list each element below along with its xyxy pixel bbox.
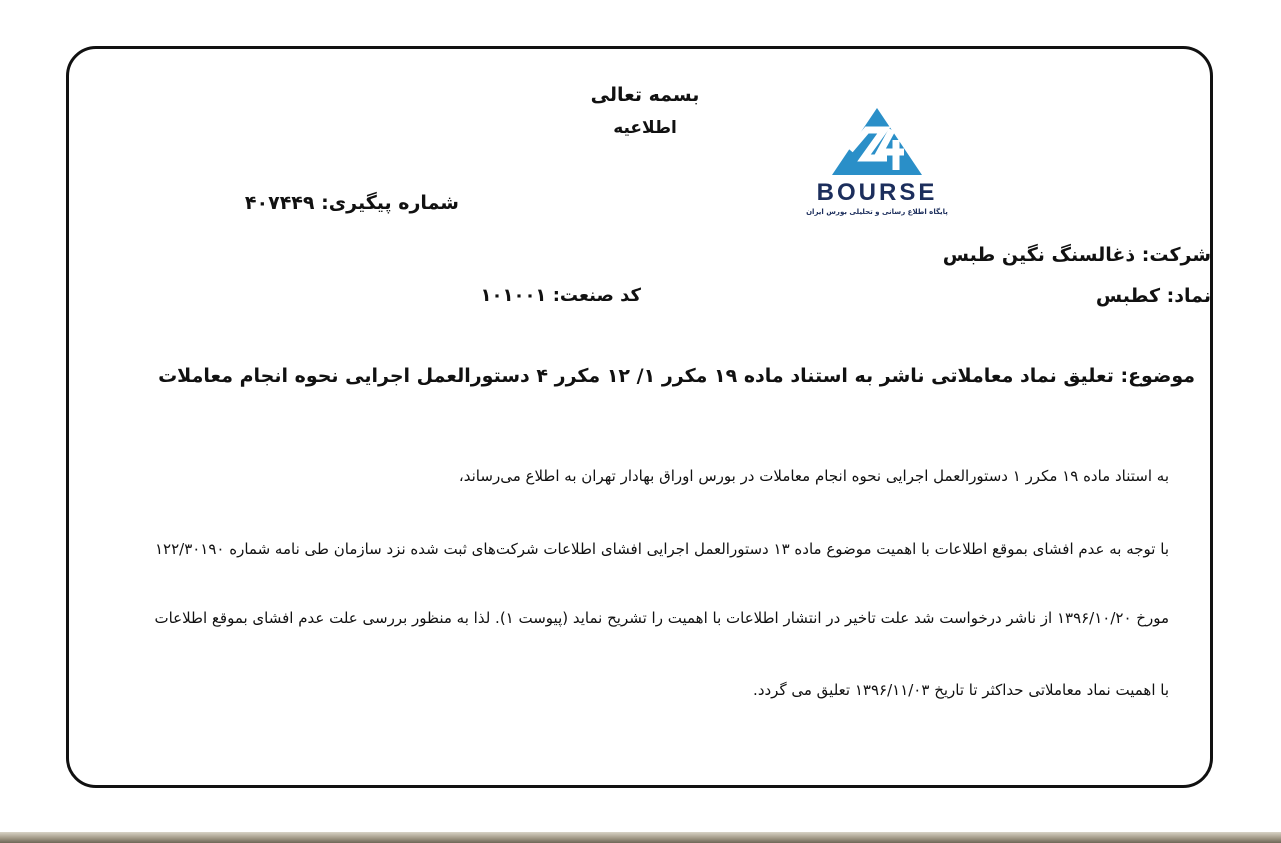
bourse24-logo-icon [792,90,962,230]
industry-code-label: کد صنعت: [552,285,641,306]
tracking-number [245,192,459,214]
bottom-strip [0,832,1281,843]
tracking-label: شماره پیگیری: [321,192,459,214]
announcement-title: اطلاعیه [613,118,677,138]
symbol-line [1096,285,1211,307]
bourse24-logo [792,90,962,230]
document-frame [66,46,1213,788]
body-line: با توجه به عدم افشای بموقع اطلاعات با اهمیت موضوع ماده ۱۳ دستورالعمل اجرایی افشای اطلاعات شرکت‌های ثبت شده نزد سازمان طی نامه شماره ۱۲۲/۳۰۱۹۰ [154,540,1169,558]
tracking-value: ۴۰۷۴۴۹ [244,192,315,214]
basmala-heading: بسمه تعالی [590,84,700,106]
subject-text: تعلیق نماد معاملاتی ناشر به استناد ماده ۱۹ مکرر ۱/ ۱۲ مکرر ۴ دستورالعمل اجرایی نحوه انجام معاملات [158,365,1114,387]
symbol-label: نماد: [1166,285,1211,307]
industry-code-line [481,285,642,306]
symbol-value: کطبس [1095,285,1161,307]
logo-brand-text: BOURSE [816,179,938,206]
company-line [943,244,1211,266]
logo-tagline: پایگاه اطلاع رسانی و تحلیلی بورس ایران [806,208,948,216]
company-label: شرکت: [1141,244,1211,266]
body-line: به استناد ماده ۱۹ مکرر ۱ دستورالعمل اجرایی نحوه انجام معاملات در بورس اوراق بهادار تهران به اطلاع می‌رساند، [458,467,1169,485]
body-line: مورخ ۱۳۹۶/۱۰/۲۰ از ناشر درخواست شد علت تاخیر در انتشار اطلاعات با اهمیت را تشریح نماید (پیوست ۱). لذا به منظور بررسی علت عدم افشای بموقع اطلاعات [154,609,1169,627]
industry-code-value: ۱۰۱۰۰۱ [480,285,547,306]
subject-label: موضوع: [1120,365,1195,387]
subject-line [158,365,1195,387]
body-line: با اهمیت نماد معاملاتی حداکثر تا تاریخ ۱۳۹۶/۱۱/۰۳ تعلیق می گردد. [753,681,1169,699]
company-value: ذغالسنگ نگین طبس [942,244,1136,266]
